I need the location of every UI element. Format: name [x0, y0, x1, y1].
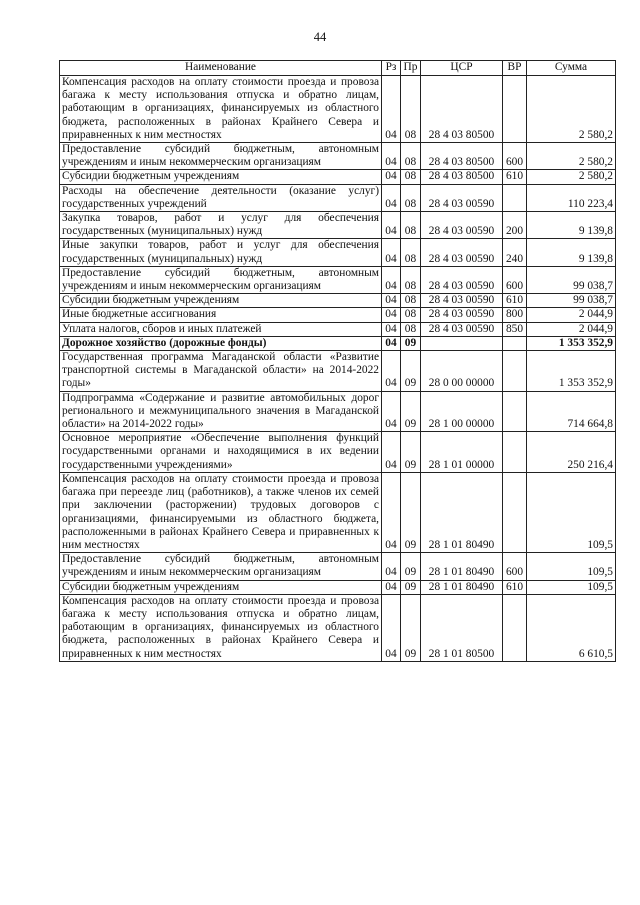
cell-name: Государственная программа Магаданской области «Развитие транспортной системы в Магаданской области» на 2014-2022 годы»	[60, 351, 382, 392]
table-row	[60, 184, 616, 211]
cell-vr: 200	[503, 212, 527, 239]
header-sum: Сумма	[527, 61, 616, 76]
cell-pr: 08	[401, 308, 421, 322]
cell-vr: 600	[503, 143, 527, 170]
cell-sum: 1 353 352,9	[527, 351, 616, 392]
table-row	[60, 322, 616, 336]
cell-name: Предоставление субсидий бюджетным, автономным учреждениям и иным некоммерческим организациям	[60, 143, 382, 170]
cell-sum: 2 044,9	[527, 322, 616, 336]
table-row	[60, 308, 616, 322]
cell-rz: 04	[382, 76, 401, 143]
cell-vr: 610	[503, 294, 527, 308]
cell-csr: 28 1 01 00000	[421, 432, 503, 473]
table-row	[60, 170, 616, 184]
cell-name: Субсидии бюджетным учреждениям	[60, 294, 382, 308]
cell-csr: 28 4 03 00590	[421, 294, 503, 308]
cell-name: Компенсация расходов на оплату стоимости проезда и провоза багажа к месту использования отпуска и обратно лицам, работающим в организациях, финансируемых из областного бюджета, расположенных в районах Крайнего Севера и приравненных к ним местностях	[60, 76, 382, 143]
cell-sum: 109,5	[527, 580, 616, 594]
cell-pr: 08	[401, 76, 421, 143]
cell-pr: 09	[401, 391, 421, 432]
cell-sum: 9 139,8	[527, 239, 616, 266]
table-row	[60, 143, 616, 170]
table-row	[60, 336, 616, 350]
cell-rz: 04	[382, 472, 401, 552]
cell-csr: 28 1 00 00000	[421, 391, 503, 432]
cell-csr	[421, 336, 503, 350]
cell-pr: 09	[401, 336, 421, 350]
cell-pr: 09	[401, 472, 421, 552]
cell-vr: 610	[503, 170, 527, 184]
cell-sum: 99 038,7	[527, 266, 616, 293]
cell-csr: 28 4 03 80500	[421, 170, 503, 184]
cell-name: Подпрограмма «Содержание и развитие автомобильных дорог регионального и межмуниципального значения в Магаданской области» на 2014-2022 годы»	[60, 391, 382, 432]
table-row	[60, 266, 616, 293]
table-row	[60, 391, 616, 432]
cell-name: Закупка товаров, работ и услуг для обеспечения государственных (муниципальных) нужд	[60, 212, 382, 239]
cell-vr: 850	[503, 322, 527, 336]
cell-name: Дорожное хозяйство (дорожные фонды)	[60, 336, 382, 350]
cell-vr	[503, 351, 527, 392]
table-row	[60, 294, 616, 308]
cell-vr: 800	[503, 308, 527, 322]
cell-rz: 04	[382, 594, 401, 661]
table-body	[60, 76, 616, 662]
cell-name: Иные закупки товаров, работ и услуг для обеспечения государственных (муниципальных) нужд	[60, 239, 382, 266]
cell-vr	[503, 472, 527, 552]
cell-rz: 04	[382, 553, 401, 580]
cell-rz: 04	[382, 266, 401, 293]
cell-name: Предоставление субсидий бюджетным, автономным учреждениям и иным некоммерческим организациям	[60, 266, 382, 293]
cell-csr: 28 4 03 00590	[421, 266, 503, 293]
cell-name: Предоставление субсидий бюджетным, автономным учреждениям и иным некоммерческим организациям	[60, 553, 382, 580]
header-pr: Пр	[401, 61, 421, 76]
cell-pr: 09	[401, 594, 421, 661]
cell-rz: 04	[382, 432, 401, 473]
cell-csr: 28 4 03 00590	[421, 184, 503, 211]
cell-rz: 04	[382, 294, 401, 308]
table-row	[60, 212, 616, 239]
cell-vr: 600	[503, 266, 527, 293]
cell-vr	[503, 184, 527, 211]
cell-name: Уплата налогов, сборов и иных платежей	[60, 322, 382, 336]
header-vr: ВР	[503, 61, 527, 76]
header-csr: ЦСР	[421, 61, 503, 76]
cell-csr: 28 4 03 80500	[421, 76, 503, 143]
cell-rz: 04	[382, 308, 401, 322]
cell-sum: 109,5	[527, 472, 616, 552]
cell-sum: 250 216,4	[527, 432, 616, 473]
cell-sum: 110 223,4	[527, 184, 616, 211]
table-row	[60, 553, 616, 580]
cell-rz: 04	[382, 170, 401, 184]
cell-name: Иные бюджетные ассигнования	[60, 308, 382, 322]
cell-csr: 28 4 03 00590	[421, 322, 503, 336]
cell-pr: 08	[401, 266, 421, 293]
cell-sum: 2 580,2	[527, 76, 616, 143]
cell-sum: 1 353 352,9	[527, 336, 616, 350]
cell-csr: 28 1 01 80500	[421, 594, 503, 661]
table-row	[60, 594, 616, 661]
cell-pr: 08	[401, 294, 421, 308]
table-row	[60, 76, 616, 143]
table-row	[60, 580, 616, 594]
page-number: 44	[313, 30, 327, 44]
cell-sum: 99 038,7	[527, 294, 616, 308]
cell-pr: 08	[401, 212, 421, 239]
cell-csr: 28 1 01 80490	[421, 580, 503, 594]
cell-rz: 04	[382, 336, 401, 350]
cell-pr: 08	[401, 184, 421, 211]
cell-csr: 28 4 03 00590	[421, 308, 503, 322]
cell-name: Субсидии бюджетным учреждениям	[60, 580, 382, 594]
table-row	[60, 351, 616, 392]
cell-rz: 04	[382, 391, 401, 432]
cell-vr	[503, 432, 527, 473]
cell-rz: 04	[382, 322, 401, 336]
cell-vr	[503, 391, 527, 432]
cell-csr: 28 0 00 00000	[421, 351, 503, 392]
cell-rz: 04	[382, 239, 401, 266]
cell-rz: 04	[382, 351, 401, 392]
cell-sum: 2 580,2	[527, 143, 616, 170]
cell-vr: 240	[503, 239, 527, 266]
cell-name: Компенсация расходов на оплату стоимости проезда и провоза багажа к месту использования отпуска и обратно лицам, работающим в организациях, финансируемых из областного бюджета, расположенных в районах Крайнего Севера и приравненных к ним местностях	[60, 594, 382, 661]
cell-pr: 09	[401, 580, 421, 594]
cell-name: Расходы на обеспечение деятельности (оказание услуг) государственных учреждений	[60, 184, 382, 211]
cell-sum: 2 580,2	[527, 170, 616, 184]
cell-sum: 6 610,5	[527, 594, 616, 661]
table-row	[60, 472, 616, 552]
table-header-row	[60, 61, 616, 76]
cell-rz: 04	[382, 212, 401, 239]
header-name: Наименование	[60, 61, 382, 76]
cell-pr: 08	[401, 143, 421, 170]
cell-rz: 04	[382, 184, 401, 211]
cell-rz: 04	[382, 143, 401, 170]
cell-pr: 09	[401, 351, 421, 392]
cell-pr: 08	[401, 239, 421, 266]
cell-sum: 9 139,8	[527, 212, 616, 239]
cell-pr: 08	[401, 322, 421, 336]
cell-csr: 28 4 03 00590	[421, 212, 503, 239]
cell-name: Основное мероприятие «Обеспечение выполнения функций государственными органами и находящимися в их ведении государственными учреждениями»	[60, 432, 382, 473]
cell-csr: 28 1 01 80490	[421, 472, 503, 552]
cell-vr	[503, 336, 527, 350]
budget-table	[59, 60, 616, 662]
cell-pr: 08	[401, 170, 421, 184]
cell-vr: 610	[503, 580, 527, 594]
cell-pr: 09	[401, 553, 421, 580]
cell-rz: 04	[382, 580, 401, 594]
cell-sum: 2 044,9	[527, 308, 616, 322]
cell-sum: 714 664,8	[527, 391, 616, 432]
cell-vr	[503, 594, 527, 661]
cell-sum: 109,5	[527, 553, 616, 580]
cell-name: Субсидии бюджетным учреждениям	[60, 170, 382, 184]
cell-csr: 28 4 03 00590	[421, 239, 503, 266]
header-rz: Рз	[382, 61, 401, 76]
cell-csr: 28 4 03 80500	[421, 143, 503, 170]
cell-csr: 28 1 01 80490	[421, 553, 503, 580]
cell-pr: 09	[401, 432, 421, 473]
cell-vr: 600	[503, 553, 527, 580]
cell-vr	[503, 76, 527, 143]
table-row	[60, 239, 616, 266]
table-row	[60, 432, 616, 473]
cell-name: Компенсация расходов на оплату стоимости проезда и провоза багажа при переезде лиц (работников), а также членов их семей при заключении (расторжении) трудовых договоров с организациями, финансируемыми из областного бюджета, расположенными в районах Крайнего Севера и приравненных к ним местностях	[60, 472, 382, 552]
